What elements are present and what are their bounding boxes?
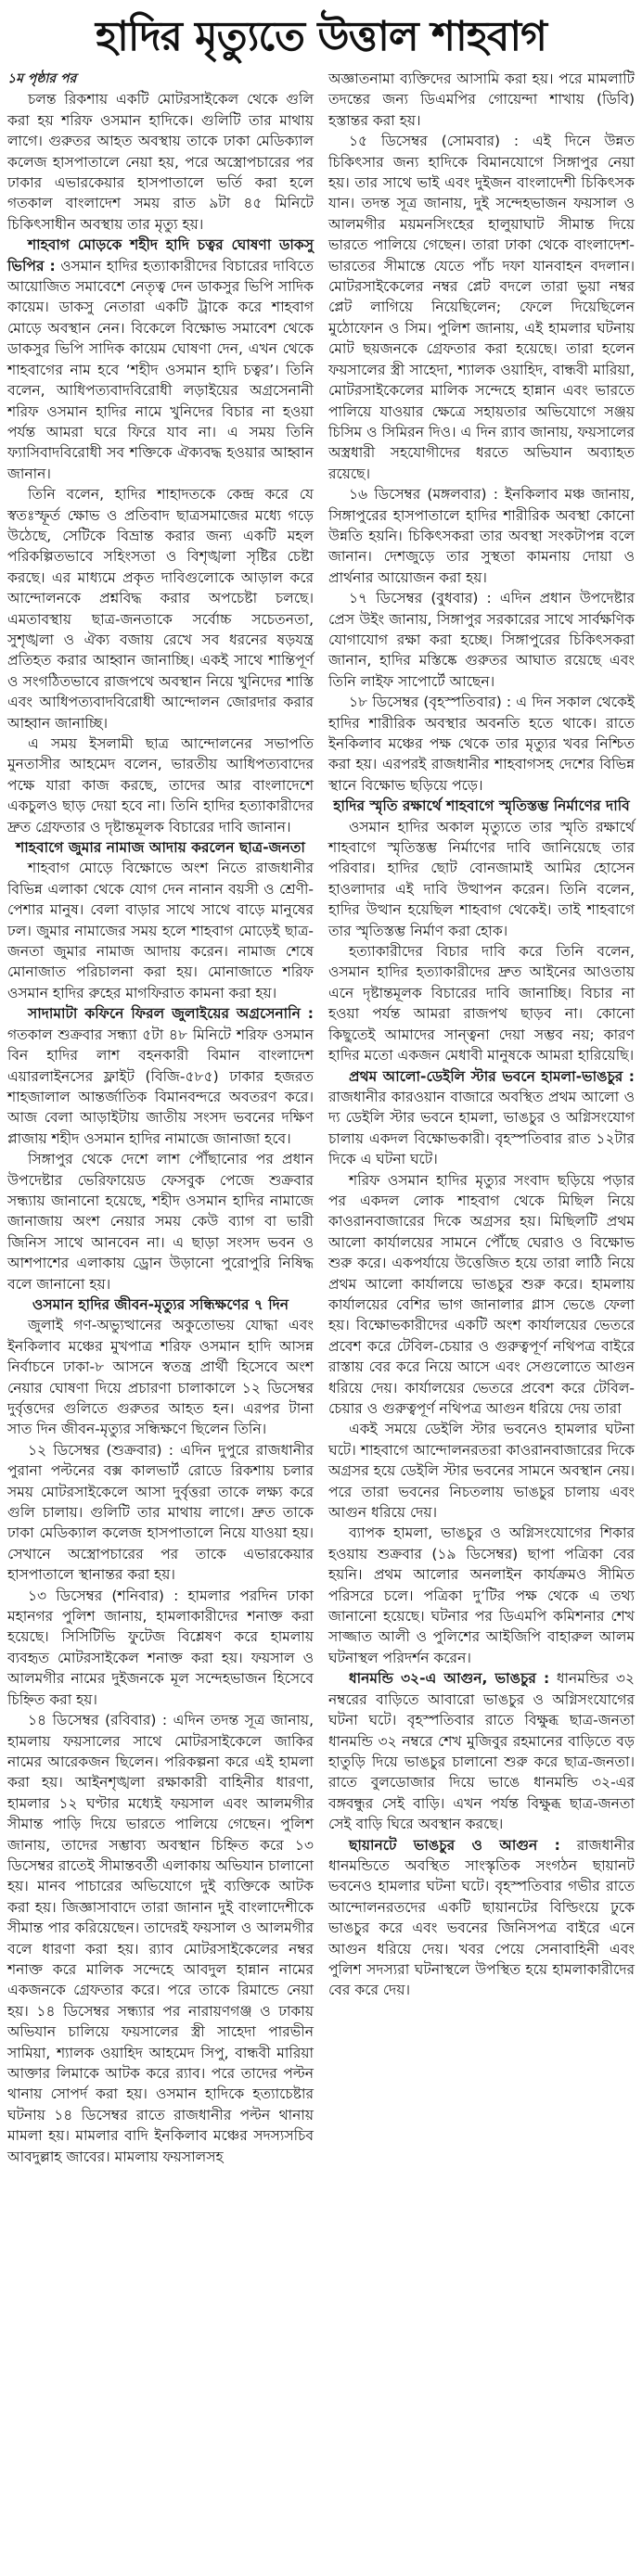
article-paragraph [328,1170,635,1420]
paragraph-text: ওসমান হাদির অকাল মৃত্যুতে তার স্মৃতি রক্ষার্থে শাহবাগে স্মৃতিস্তম্ভ নির্মাণের দাবি জানিয়েছে তার পরিবার। হাদির ছোট বোনজামাই আমির হোসেন হাওলাদার এই দাবি উত্থাপন করেন। তিনি বলেন, হাদির উত্থান হয়েছিল শাহবাগ থেকেই। তাই শাহবাগে তার স্মৃতিস্তম্ভ নির্মাণ করা হোক। [328,818,635,939]
article-paragraph [328,1668,635,1834]
paragraph-text: চলন্ত রিকশায় একটি মোটরসাইকেল থেকে গুলি করা হয় শরিফ ওসমান হাদিকে। গুলিটি তার মাথায় লাগে। গুরুতর আহত অবস্থায় তাকে ঢাকা মেডিক্যাল কলেজ হাসপাতালে নেয়া হয়, পরে অস্ত্রোপচারের পর ঢাকার এভারকেয়ার হাসপাতালে ভর্তি করা হলে গতকাল বাংলাদেশ সময় রাত ৯টা ৪৫ মিনিটে চিকিৎসাধীন অবস্থায় তার মৃত্যু হয়। [7,91,314,233]
article-paragraph [328,1419,635,1523]
paragraph-text: একই সময়ে ডেইলি স্টার ভবনেও হামলার ঘটনা ঘটে। শাহবাগে আন্দোলনরতরা কাওরানবাজারের দিকে অগ্রসর হয়ে ডেইলি স্টার ভবনের সামনে অবস্থান নেয়। পরে তারা ভবনের নিচতলায় ভাঙচুর চালায় এবং আগুন ধরিয়ে দেয়। [328,1421,635,1522]
paragraph-text: ব্যাপক হামলা, ভাঙচুর ও অগ্নিসংযোগের শিকার হওয়ায় শুক্রবার (১৯ ডিসেম্বর) ছাপা পত্রিকা বের হয়নি। প্রথম আলোর অনলাইন কার্যক্রমও সীমিত পরিসরে চলে। পত্রিকা দু’টির পক্ষ থেকে এ তথ্য জানানো হয়েছে। ঘটনার পর ডিএমপি কমিশনার শেখ সাজ্জাত আলী ও পুলিশের আইজিপি বাহারুল আলম ঘটনাস্থল পরিদর্শন করেন। [328,1524,635,1666]
paragraph-text: ১২ ডিসেম্বর (শুক্রবার) : এদিন দুপুরে রাজধানীর পুরানা পল্টনের বক্স কালভার্ট রোডে রিকশায় চলার সময় মোটরসাইকেলে আসা দুর্বৃত্তরা তাকে লক্ষ্য করে গুলি চালায়। গুলিটি তার মাথায় লাগে। দ্রুত তাকে ঢাকা মেডিক্যাল কলেজ হাসপাতালে নিয়ে যাওয়া হয়। সেখানে অস্ত্রোপচারের পর তাকে এভারকেয়ার হাসপাতালে স্থানান্তর করা হয়। [7,1441,314,1584]
article-paragraph [7,1149,314,1294]
article-paragraph [7,733,314,837]
paragraph-lead-heading: ছায়ানটে ভাঙচুর ও আগুন : [349,1836,560,1854]
paragraph-text: ধানমন্ডির ৩২ নম্বরের বাড়িতে আবারো ভাঙচুর ও অগ্নিসংযোগের ঘটনা ঘটে। বৃহস্পতিবার রাতে বিক্ষুব্ধ ছাত্র-জনতা ধানমন্ডি ৩২ নম্বরে শেখ মুজিবুর রহমানের বাড়িতে বড় হাতুড়ি দিয়ে ভাঙচুর চালানো শুরু করে ছাত্র-জনতা। রাতে বুলডোজার দিয়ে ভাঙে ধানমন্ডি ৩২-এর বঙ্গবন্ধুর সেই বাড়ি। এখন পর্যন্ত বিক্ষুব্ধ ছাত্র-জনতা সেই বাড়ি ঘিরে অবস্থান করছে। [328,1670,635,1833]
paragraph-text: অজ্ঞাতনামা ব্যক্তিদের আসামি করা হয়। পরে মামলাটি তদন্তের জন্য ডিএমপির গোয়েন্দা শাখায় (ডিবি) হস্তান্তর করা হয়। [328,70,635,129]
paragraph-text: ১৫ ডিসেম্বর (সোমবার) : এই দিনে উন্নত চিকিৎসার জন্য হাদিকে বিমানযোগে সিঙ্গাপুর নেয়া হয়। তার সাথে ভাই এবং দুইজন বাংলাদেশী চিকিৎসক যান। তদন্ত সূত্র জানায়, দুই সন্দেহভাজন ফয়সাল ও আলমগীর ময়মনসিংহের হালুয়াঘাট সীমান্ত দিয়ে ভারতে পালিয়ে গেছেন। তারা ঢাকা থেকে বাংলাদেশ-ভারতের সীমান্তে যেতে পাঁচ দফা যানবাহন বদলান। মোটরসাইকেলের নম্বর প্লেট বদলে তারা ভুয়া নম্বর প্লেট লাগিয়ে নিয়েছিলেন; ফেলে দিয়েছিলেন মুঠোফোন ও সিম। পুলিশ জানায়, এই হামলার ঘটনায় মোট ছয়জনকে গ্রেফতার করা হয়েছে। তারা হলেন ফয়সালের স্ত্রী সাহেদা, শ্যালক ওয়াহিদ, বান্ধবী মারিয়া, মোটরসাইকেলের মালিক সন্দেহে হান্নান এবং ভারতে পালিয়ে যাওয়ার ক্ষেত্রে সহায়তার অভিযোগে সঞ্জয় চিসিম ও সিমিরন দিও। এ দিন র‍্যাব জানায়, ফয়সালের অস্ত্রধারী সহযোগীদের ধরতে অভিযান অব্যাহত রয়েছে। [328,133,635,482]
article-paragraph [328,484,635,588]
paragraph-text: ১৮ ডিসেম্বর (বৃহস্পতিবার) : এ দিন সকাল থেকেই হাদির শারীরিক অবস্থার অবনতি হতে থাকে। রাতে ইনকিলাব মঞ্চের পক্ষ থেকে তার মৃত্যুর খবর নিশ্চিত করা হয়। এরপরই রাজধানীর শাহবাগসহ দেশের বিভিন্ন স্থানে বিক্ষোভ ছড়িয়ে পড়ে। [328,694,635,794]
article-paragraph [7,1586,314,1710]
paragraph-text: ওসমান হাদির হত্যাকারীদের বিচারের দাবিতে আয়োজিত সমাবেশে নেতৃত্ব দেন ডাকসুর ভিপি সাদিক কায়েম। ডাকসু নেতারা একটি ট্রাকে করে শাহবাগ মোড়ে অবস্থান নেন। বিকেলে বিক্ষোভ সমাবেশ থেকে ডাকসুর ভিপি সাদিক কায়েম ঘোষণা দেন, এখন থেকে শাহবাগের নাম হবে ‘শহীদ ওসমান হাদি চত্বর’। তিনি বলেন, আধিপত্যবাদবিরোধী লড়াইয়ের অগ্রসেনানী শরিফ ওসমান হাদির নামে খুনিদের বিচার না হওয়া পর্যন্ত আমরা ঘরে ফিরে যাব না। এ সময় তিনি ফ্যাসিবাদবিরোধী সব শক্তিকে ঐক্যবদ্ধ হওয়ার আহ্বান জানান। [7,257,314,482]
article-paragraph [7,1003,314,1149]
article-paragraph [328,588,635,692]
article-paragraph [7,1315,314,1439]
paragraph-text: জুলাই গণ-অভ্যুত্থানের অকুতোভয় যোদ্ধা এবং ইনকিলাব মঞ্চের মুখপাত্র শরিফ ওসমান হাদি আসন্ন নির্বাচনে ঢাকা-৮ আসনে স্বতন্ত্র প্রার্থী হিসেবে অংশ নেয়ার ঘোষণা দিয়ে প্রচারণা চালাকালে ১২ ডিসেম্বর দুর্বৃত্তদের গুলিতে গুরুতর আহত হন। এরপর টানা সাত দিন জীবন-মৃত্যুর সন্ধিক্ষণে ছিলেন তিনি। [7,1317,314,1438]
right-column [328,69,635,2167]
paragraph-text: গতকাল শুক্রবার সন্ধ্যা ৫টা ৪৮ মিনিটে শরিফ ওসমান বিন হাদির লাশ বহনকারী বিমান বাংলাদেশ এয়ারলাইনসের ফ্লাইট (বিজি-৫৮৫) ঢাকার হজরত শাহজালাল আন্তর্জাতিক বিমানবন্দরে অবতরণ করে। আজ বেলা আড়াইটায় জাতীয় সংসদ ভবনের দক্ষিণ প্লাজায় শহীদ ওসমান হাদির নামাজে জানাজা হবে। [7,1026,314,1147]
article-paragraph [328,817,635,941]
article-paragraph [7,235,314,484]
paragraph-text: তিনি বলেন, হাদির শাহাদতকে কেন্দ্র করে যে স্বতঃস্ফূর্ত ক্ষোভ ও প্রতিবাদ ছাত্রসমাজের মধ্যে গড়ে উঠেছে, সেটিকে বিভ্রান্ত করার জন্য একটি মহল পরিকল্পিতভাবে সহিংসতা ও বিশৃঙ্খলা সৃষ্টির চেষ্টা করছে। এর মাধ্যমে প্রকৃত দাবিগুলোকে আড়াল করে আন্দোলনকে প্রশ্নবিদ্ধ করার অপচেষ্টা চলছে। এমতাবস্থায় ছাত্র-জনতাকে সর্বোচ্চ সচেতনতা, সুশৃঙ্খলা ও ঐক্য বজায় রেখে সব ধরনের ষড়যন্ত্র প্রতিহত করার আহ্বান জানাচ্ছি। একই সাথে শান্তিপূর্ণ ও সংগঠিতভাবে রাজপথে অবস্থান নিয়ে খুনিদের শাস্তি এবং আধিপত্যবাদবিরোধী আন্দোলন জোরদার করার আহ্বান জানাচ্ছি। [7,486,314,732]
article-paragraph [328,1835,635,2001]
section-subheading: শাহবাগে জুমার নামাজ আদায় করলেন ছাত্র-জনতা [16,839,305,857]
article-paragraph [7,1710,314,2167]
paragraph-text: রাজধানীর কারওয়ান বাজারে অবস্থিত প্রথম আলো ও দ্য ডেইলি স্টার ভবনে হামলা, ভাঙচুর ও অগ্নিসংযোগ চালায় একদল বিক্ষোভকারী। বৃহস্পতিবার রাত ১২টার দিকে এ ঘটনা ঘটে। [328,1088,635,1168]
paragraph-text: শাহবাগ মোড়ে বিক্ষোভে অংশ নিতে রাজধানীর বিভিন্ন এলাকা থেকে যোগ দেন নানান বয়সী ও শ্রেণী-পেশার মানুষ। বেলা বাড়ার সাথে সাথে বাড়ে মানুষের ঢল। জুমার নামাজের সময় হলে শাহবাগ মোড়েই ছাত্র-জনতা জুমার নামাজ আদায় করেন। নামাজ শেষে মোনাজাত পরিচালনা করা হয়। মোনাজাতে শরিফ ওসমান হাদির রুহের মাগফিরাত কামনা করা হয়। [7,860,314,1001]
article-paragraph [328,69,635,131]
article-body [7,69,635,2167]
left-column [7,69,314,2167]
paragraph-lead-heading: ধানমন্ডি ৩২-এ আগুন, ভাঙচুর : [349,1670,550,1688]
paragraph-text: হত্যাকারীদের বিচার দাবি করে তিনি বলেন, ওসমান হাদির হত্যাকারীদের দ্রুত আইনের আওতায় এনে দৃষ্টান্তমূলক বিচারের দাবি জানাচ্ছি। বিচার না হওয়া পর্যন্ত আমরা রাজপথ ছাড়ব না। কোনো কিছুতেই আমাদের সান্ত্বনা দেয়া সম্ভব নয়; কারণ হাদির মতো একজন মেধাবী মানুষকে আমরা হারিয়েছি। [328,943,635,1065]
paragraph-text: ১৩ ডিসেম্বর (শনিবার) : হামলার পরদিন ঢাকা মহানগর পুলিশ জানায়, হামলাকারীদের শনাক্ত করা হয়েছে। সিসিটিভি ফুটেজ বিশ্লেষণ করে হামলায় ব্যবহৃত মোটরসাইকেল শনাক্ত করা হয়। ফয়সাল ও আলমগীর নামের দুইজনকে মূল সন্দেহভাজন হিসেবে চিহ্নিত করা হয়। [7,1587,314,1708]
paragraph-text: ১৬ ডিসেম্বর (মঙ্গলবার) : ইনকিলাব মঞ্চ জানায়, সিঙ্গাপুরের হাসপাতালে হাদির শারীরিক অবস্থা কোনো উন্নতি হয়নি। চিকিৎসকরা তার অবস্থা সংকটাপন্ন বলে জানান। দেশজুড়ে তার সুস্থতা কামনায় দোয়া ও প্রার্থনার আয়োজন করা হয়। [328,486,635,586]
section-subheading: হাদির স্মৃতি রক্ষার্থে শাহবাগে স্মৃতিস্তম্ভ নির্মাণের দাবি [333,797,630,815]
headline: হাদির মৃত্যুতে উত্তাল শাহবাগ [96,13,546,60]
paragraph-text: ১৪ ডিসেম্বর (রবিবার) : এদিন তদন্ত সূত্র জানায়, হামলায় ফয়সালের সাথে মোটরসাইকেলে জাকির নামের আরেকজন ছিলেন। পরিকল্পনা করে এই হামলা করা হয়। আইনশৃঙ্খলা রক্ষাকারী বাহিনীর ধারণা, হামলার ১২ ঘণ্টার মধ্যেই ফয়সাল এবং আলমগীর সীমান্ত পাড়ি দিয়ে ভারতে পালিয়ে গেছেন। পুলিশ জানায়, তাদের সম্ভাব্য অবস্থান চিহ্নিত করে ১৩ ডিসেম্বর রাতেই সীমান্তবর্তী এলাকায় অভিযান চালানো হয়। মানব পাচারের অভিযোগে দুই ব্যক্তিকে আটক করা হয়। জিজ্ঞাসাবাদে তারা জানান দুই বাংলাদেশীকে সীমান্ত পার করিয়েছেন। তাদেরই ফয়সাল ও আলমগীর বলে ধারণা করা হয়। র‍্যাব মোটরসাইকেলের নম্বর শনাক্ত করে মালিক সন্দেহে আবদুল হান্নান নামের একজনকে গ্রেফতার করে। পরে তাকে রিমান্ডে নেয়া হয়। ১৪ ডিসেম্বর সন্ধ্যার পর নারায়ণগঞ্জ ও ঢাকায় অভিযান চালিয়ে ফয়সালের স্ত্রী সাহেদা পারভীন সামিয়া, শ্যালক ওয়াহিদ আহমেদ সিপু, বান্ধবী মারিয়া আক্তার লিমাকে আটক করে র‍্যাব। পরে তাদের পল্টন থানায় সোপর্দ করা হয়। ওসমান হাদিকে হত্যাচেষ্টার ঘটনায় ১৪ ডিসেম্বর রাতে রাজধানীর পল্টন থানায় মামলা হয়। মামলার বাদি ইনকিলাব মঞ্চের সদস্যসচিব আবদুল্লাহ জাবের। মামলায় ফয়সালসহ [7,1712,314,2165]
paragraph-lead-heading: প্রথম আলো-ডেইলি স্টার ভবনে হামলা-ভাঙচুর : [349,1067,635,1085]
article-paragraph [7,89,314,235]
article-paragraph [7,484,314,733]
article-paragraph [7,858,314,1003]
paragraph-text: ১৭ ডিসেম্বর (বুধবার) : এদিন প্রধান উপদেষ্টার প্রেস উইং জানায়, সিঙ্গাপুর সরকারের সাথে সার্বক্ষণিক যোগাযোগ রক্ষা করা হচ্ছে। সিঙ্গাপুরের চিকিৎসকরা জানান, হাদির মস্তিষ্কে গুরুতর আঘাত রয়েছে এবং তিনি লাইফ সাপোর্টে আছেন। [328,590,635,690]
article-paragraph [328,131,635,484]
section-subheading: ওসমান হাদির জীবন-মৃত্যুর সন্ধিক্ষণের ৭ দিন [32,1295,289,1313]
article-paragraph [7,1440,314,1586]
paragraph-text: রাজধানীর ধানমন্ডিতে অবস্থিত সাংস্কৃতিক সংগঠন ছায়ানট ভবনেও হামলার ঘটনা ঘটে। বৃহস্পতিবার গভীর রাতে আন্দোলনরতদের একটি ছায়ানটের বিল্ডিংয়ে ঢুকে ভাঙচুর করে এবং ভবনের জিনিসপত্র বাইরে এনে আগুন ধরিয়ে দেয়। খবর পেয়ে সেনাবাহিনী এবং পুলিশ সদস্যরা ঘটনাস্থলে উপস্থিত হয়ে হামলাকারীদের বের করে দেয়। [328,1836,635,1999]
article-paragraph [328,1523,635,1668]
article-paragraph [328,941,635,1065]
paragraph-text: শরিফ ওসমান হাদির মৃত্যুর সংবাদ ছড়িয়ে পড়ার পর একদল লোক শাহবাগ থেকে মিছিল নিয়ে কাওরানবাজারের দিকে অগ্রসর হয়। মিছিলটি প্রথম আলো কার্যালয়ের সামনে পৌঁছে ঘেরাও ও বিক্ষোভ শুরু করে। একপর্যায়ে উত্তেজিত হয়ে তারা লাঠি নিয়ে প্রথম আলো কার্যালয়ে ভাঙচুর শুরু করে। হামলায় কার্যালয়ের বেশির ভাগ জানালার গ্লাস ভেঙে ফেলা হয়। বিক্ষোভকারীদের একটি অংশ কার্যালয়ের ভেতরে প্রবেশ করে টেবিল-চেয়ার ও গুরুত্বপূর্ণ নথিপত্র বাইরে রাস্তায় বের করে নিয়ে আসে এবং সেগুলোতে আগুন ধরিয়ে দেয়। কার্যালয়ের ভেতরে প্রবেশ করে টেবিল-চেয়ার ও গুরুত্বপূর্ণ নথিপত্র আগুন ধরিয়ে দেয় তারা [328,1171,635,1417]
article-paragraph [328,1066,635,1170]
paragraph-lead-heading: শাহবাগ মোড়কে শহীদ হাদি চত্বর ঘোষণা ডাকসু ভিপির : [7,236,314,274]
continued-from-label: ১ম পৃষ্ঠার পর [7,71,77,86]
paragraph-text: এ সময় ইসলামী ছাত্র আন্দোলনের সভাপতি মুনতাসীর আহমেদ বলেন, ভারতীয় আধিপত্যবাদের পক্ষে যারা কাজ করছে, তাদের আর বাংলাদেশে একচুলও ছাড় দেয়া হবে না। তিনি হাদির হত্যাকারীদের দ্রুত গ্রেফতার ও দৃষ্টান্তমূলক বিচারের দাবি জানান। [7,735,314,835]
paragraph-text: সিঙ্গাপুর থেকে দেশে লাশ পৌঁছানোর পর প্রধান উপদেষ্টার ভেরিফায়েড ফেসবুক পেজে শুক্রবার সন্ধ্যায় জানানো হয়েছে, শহীদ ওসমান হাদির নামাজে জানাজায় অংশ নেয়ার সময় কেউ ব্যাগ বা ভারী জিনিস সাথে আনবেন না। এ ছাড়া সংসদ ভবন ও আশপাশের এলাকায় ড্রোন উড়ানো পুরোপুরি নিষিদ্ধ বলে জানানো হয়। [7,1151,314,1293]
paragraph-lead-heading: সাদামাটা কফিনে ফিরল জুলাইয়ের অগ্রসেনানি : [28,1005,314,1023]
article-paragraph [328,692,635,796]
